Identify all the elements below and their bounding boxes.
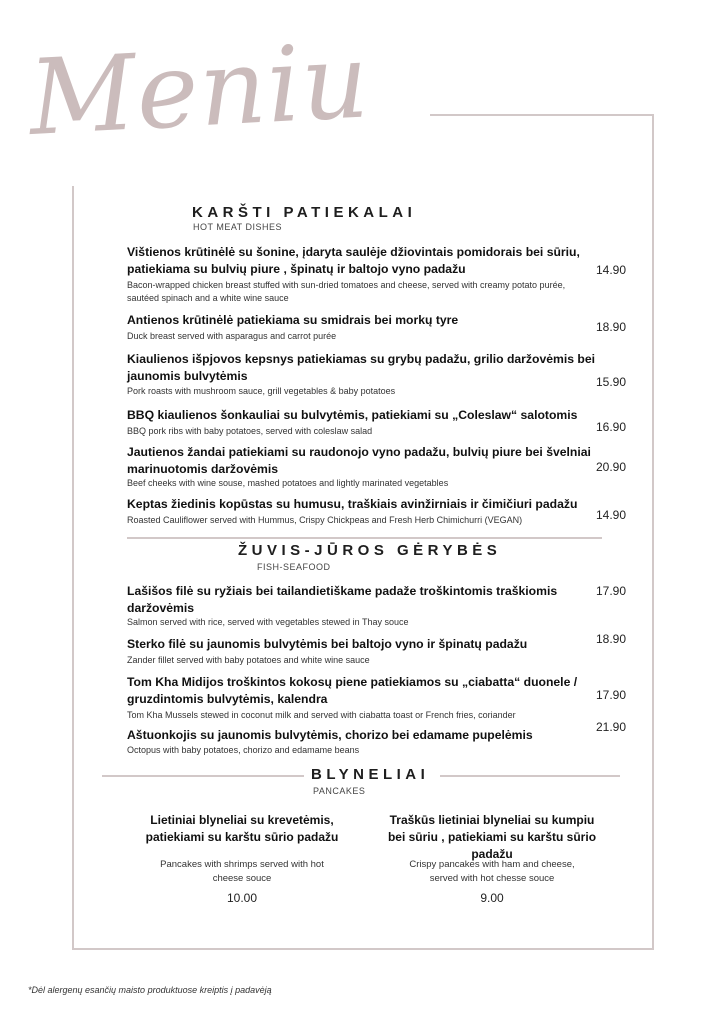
menu-item-price: 18.90 [595,632,626,646]
menu-item-desc: Duck breast served with asparagus and carrot purée [127,331,337,341]
menu-title: Meniu [26,19,373,159]
menu-item-desc: Zander fillet served with baby potatoes and white wine sauce [127,655,370,665]
section-title-pancakes: BLYNELIAI [311,766,430,783]
menu-item-desc: Bacon-wrapped chicken breast stuffed with sun-dried tomatoes and cheese, served with creamy potato purée, sautéed spinach and a white wine sauce [127,280,566,303]
section-title-fish: ŽUVIS-JŪROS GĖRYBĖS [238,542,502,559]
allergen-footnote: *Dėl alergenų esančių maisto produktuose kreiptis į padavėją [28,985,272,995]
menu-item-name: Lašišos filė su ryžiais bei tailandietiškame padaže troškintomis traškiomis daržovėmis [127,584,558,615]
menu-item-name: Aštuonkojis su jaunomis bulvytėmis, chorizo bei edamame pupelėmis [127,728,533,742]
menu-item-name: Sterko filė su jaunomis bulvytėmis bei baltojo vyno ir špinatų padažu [127,637,528,651]
pancake-item-desc: Pancakes with shrimps served with hot cheese souce [160,859,324,884]
section-title-hot: KARŠTI PATIEKALAI [192,204,417,221]
menu-item-desc: Tom Kha Mussels stewed in coconut milk and served with ciabatta toast or French fries, coriander [127,710,516,720]
menu-item-price: 21.90 [595,720,626,734]
frame-top-line [430,114,654,116]
pancake-item-name: Traškūs lietiniai blyneliai su kumpiu bei sūriu , patiekiami su karštu sūrio padažu [387,813,597,861]
menu-item-price: 16.90 [595,420,626,434]
menu-item-desc: Roasted Cauliflower served with Hummus, Crispy Chickpeas and Fresh Herb Chimichurri (VEGAN) [127,515,523,525]
pancake-item-price: 10.00 [226,891,258,905]
pancake-item-desc: Crispy pancakes with ham and cheese, served with hot chesse souce [409,859,575,884]
menu-item-name: Vištienos krūtinėlė su šonine, įdaryta saulėje džiovintais pomidorais bei sūriu, patiekiama su bulvių piure , špinatų ir baltojo vyno padažu [127,245,580,276]
menu-item-price: 17.90 [595,688,626,702]
menu-item-price: 14.90 [595,508,626,522]
frame-left-line [72,186,74,950]
menu-item-name: Antienos krūtinėlė patiekiama su smidrais bei morkų tyre [127,313,459,327]
menu-item-desc: Pork roasts with mushroom sauce, grill vegetables & baby potatoes [127,386,396,396]
menu-item-desc: Beef cheeks with wine souse, mashed potatoes and lightly marinated vegetables [127,478,449,488]
menu-item-price: 14.90 [595,263,626,277]
menu-item-name: Jautienos žandai patiekiami su raudonojo vyno padažu, bulvių piure bei švelniai marinuotomis daržovėmis [127,445,591,476]
menu-item-desc: Salmon served with rice, served with vegetables stewed in Thay souce [127,617,409,627]
menu-item-price: 18.90 [595,320,626,334]
menu-item-name: BBQ kiaulienos šonkauliai su bulvytėmis, patiekiami su „Coleslaw“ salotomis [127,408,578,422]
section-subtitle-fish: FISH-SEAFOOD [257,562,331,572]
section-subtitle-pancakes: PANCAKES [313,786,366,796]
frame-right-line [652,114,654,950]
pancake-item-price: 9.00 [480,891,504,905]
menu-item-name: Tom Kha Midijos troškintos kokosų piene patiekiamos su „ciabatta“ duonele / gruzdintomis bulvytėmis, kalendra [127,675,578,706]
menu-item-desc: Octopus with baby potatoes, chorizo and edamame beans [127,745,360,755]
menu-item-price: 15.90 [595,375,626,389]
section-divider-left [102,775,304,777]
menu-item-name: Keptas žiedinis kopūstas su humusu, traškiais avinžirniais ir čimičiuri padažu [127,497,578,511]
menu-item-price: 20.90 [595,460,626,474]
section-divider [127,537,602,539]
frame-bottom-line [72,948,654,950]
section-divider-right [440,775,620,777]
menu-item-desc: BBQ pork ribs with baby potatoes, served with coleslaw salad [127,426,373,436]
section-subtitle-hot: HOT MEAT DISHES [193,222,283,232]
menu-item-price: 17.90 [595,584,626,598]
pancake-item-name: Lietiniai blyneliai su krevetėmis, patiekiami su karštu sūrio padažu [145,813,339,844]
menu-item-name: Kiaulienos išpjovos kepsnys patiekiamas su grybų padažu, grilio daržovėmis bei jaunomis bulvytėmis [127,352,596,383]
